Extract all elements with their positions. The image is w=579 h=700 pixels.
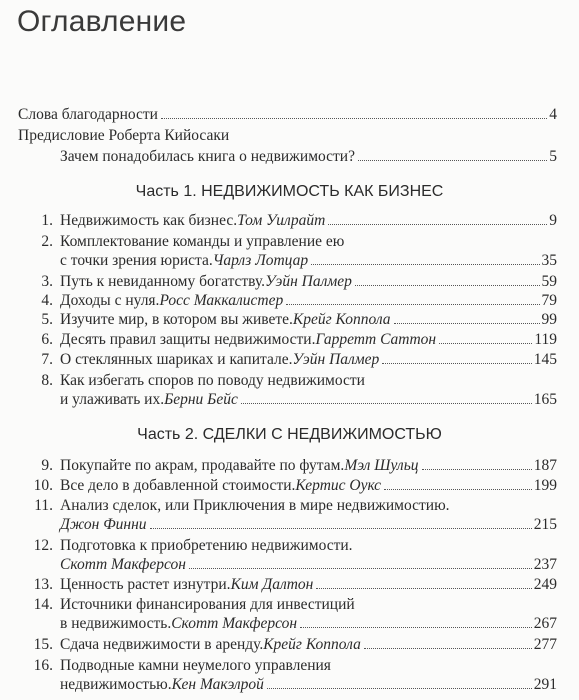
dot-leader: [267, 688, 532, 689]
part-2-heading: Часть 2. СДЕЛКИ С НЕДВИЖИМОСТЬЮ: [137, 426, 442, 443]
chapter-16-cont: [60, 674, 557, 696]
dot-leader: [150, 528, 532, 529]
chapter-title: в недвижимость.: [60, 615, 172, 632]
chapter-number: 5.: [41, 311, 53, 328]
chapter-number: 3.: [41, 273, 53, 290]
chapter-author: Крейг Коппола: [292, 311, 391, 328]
chapter-title: и улаживать их.: [60, 391, 165, 408]
dot-leader: [316, 588, 531, 589]
chapter-author: Мэл Шульц: [344, 457, 419, 474]
chapter-number: 4.: [41, 292, 53, 309]
page-number: 99: [541, 311, 557, 328]
dot-leader: [358, 160, 547, 161]
chapter-title: Недвижимость как бизнес.: [60, 212, 238, 229]
page-title: Оглавление: [17, 5, 187, 38]
page-number: 187: [533, 457, 557, 474]
page-number: 165: [533, 391, 557, 408]
page-number: 237: [533, 556, 557, 573]
chapter-author: Том Уилрайт: [237, 212, 326, 229]
chapter-5: [25, 309, 557, 331]
dot-leader: [364, 648, 532, 649]
chapter-14-cont: [60, 613, 557, 635]
chapter-number: 10.: [33, 477, 53, 494]
chapter-author: Уэйн Палмер: [265, 273, 352, 290]
chapter-title: Комплектование команды и управление ею: [60, 233, 345, 250]
chapter-title: Изучите мир, в котором вы живете.: [60, 311, 293, 328]
chapter-number: 8.: [41, 372, 53, 389]
chapter-title: О стеклянных шариках и капитале.: [60, 351, 293, 368]
chapter-title: Покупайте по акрам, продавайте по футам.: [60, 457, 345, 474]
page-number: 199: [533, 477, 557, 494]
chapter-title: Подготовка к приобретению недвижимости.: [60, 537, 353, 554]
chapter-number: 7.: [41, 351, 53, 368]
chapter-13: [25, 574, 557, 596]
chapter-title: Анализ сделок, или Приключения в мире недвижимостию.: [60, 497, 450, 514]
chapter-11-cont: [60, 514, 557, 536]
chapter-author: Кен Макэлрой: [171, 676, 264, 693]
chapter-title: недвижимостью.: [60, 676, 172, 693]
page-number: 267: [533, 615, 557, 632]
dot-leader: [382, 363, 531, 364]
chapter-author: Гарретт Саттон: [315, 331, 437, 348]
chapter-number: 9.: [41, 457, 53, 474]
page-number: 79: [541, 292, 557, 309]
page-number: 59: [541, 273, 557, 290]
entry-text: Слова благодарности: [18, 106, 158, 123]
chapter-number: 1.: [41, 212, 53, 229]
page-number: 4: [549, 106, 557, 123]
chapter-author: Чарлз Лотцар: [212, 252, 309, 269]
dot-leader: [328, 224, 547, 225]
chapter-title: Десять правил защиты недвижимости.: [60, 331, 316, 348]
chapter-title: Ценность растет изнутри.: [60, 576, 231, 593]
chapter-number: 13.: [33, 576, 53, 593]
part-1-heading: Часть 1. НЕДВИЖИМОСТЬ КАК БИЗНЕС: [135, 183, 444, 200]
chapter-number: 16.: [33, 657, 53, 674]
dot-leader: [439, 343, 532, 344]
chapter-number: 6.: [41, 331, 53, 348]
page-number: 5: [549, 148, 557, 165]
dot-leader: [355, 285, 540, 286]
page-number: 277: [533, 636, 557, 653]
chapter-number: 14.: [33, 596, 53, 613]
chapter-author: Джон Финни: [60, 516, 147, 533]
chapter-author: Крейг Коппола: [263, 636, 361, 653]
chapter-12-cont: [60, 554, 557, 576]
chapter-10: [25, 475, 557, 497]
chapter-author: Берни Бейс: [164, 391, 238, 408]
dot-leader: [241, 403, 532, 404]
chapter-title: Как избегать споров по поводу недвижимости: [60, 372, 365, 389]
dot-leader: [422, 469, 532, 470]
chapter-title: Доходы с нуля.: [60, 292, 160, 309]
dot-leader: [189, 568, 532, 569]
toc-entry-why-book: [60, 146, 557, 168]
chapter-author: Ким Далтон: [230, 576, 314, 593]
page-number: 215: [533, 516, 557, 533]
page-number: 291: [533, 676, 557, 693]
chapter-title: Подводные камни неумелого управления: [60, 657, 331, 674]
chapter-15: [25, 634, 557, 656]
page-number: 249: [533, 576, 557, 593]
chapter-9: [25, 455, 557, 477]
chapter-author: Кертис Оукс: [295, 477, 382, 494]
chapter-number: 15.: [33, 636, 53, 653]
chapter-title: Источники финансирования для инвестиций: [60, 596, 355, 613]
chapter-title: Все дело в добавленной стоимости.: [60, 477, 296, 494]
dot-leader: [286, 304, 539, 305]
chapter-6: [25, 329, 557, 351]
dot-leader: [161, 118, 547, 119]
dot-leader: [384, 489, 532, 490]
dot-leader: [300, 627, 532, 628]
chapter-title: с точки зрения юриста.: [60, 252, 213, 269]
chapter-title: Сдача недвижимости в аренду.: [60, 636, 264, 653]
dot-leader: [394, 323, 540, 324]
toc-entry-acknowledgements: [18, 104, 557, 126]
chapter-author: Росс Маккалистер: [159, 292, 284, 309]
page-number: 145: [533, 351, 557, 368]
chapter-2-cont: [60, 250, 557, 272]
chapter-8-cont: [60, 389, 557, 411]
chapter-title: Путь к невиданному богатству.: [60, 273, 266, 290]
toc-entry-foreword: [18, 125, 557, 147]
chapter-number: 11.: [34, 497, 53, 514]
page-number: 9: [549, 212, 557, 229]
chapter-author: Уэйн Палмер: [292, 351, 380, 368]
entry-text: Предисловие Роберта Кийосаки: [18, 127, 230, 144]
chapter-7: [25, 349, 557, 371]
chapter-number: 2.: [41, 233, 53, 250]
dot-leader: [311, 264, 539, 265]
page-number: 35: [541, 252, 557, 269]
chapter-author: Скотт Макферсон: [60, 556, 186, 573]
entry-text: Зачем понадобилась книга о недвижимости?: [60, 148, 355, 165]
page-number: 119: [534, 331, 557, 348]
chapter-1: [25, 210, 557, 232]
chapter-number: 12.: [33, 537, 53, 554]
chapter-author: Скотт Макферсон: [171, 615, 298, 632]
